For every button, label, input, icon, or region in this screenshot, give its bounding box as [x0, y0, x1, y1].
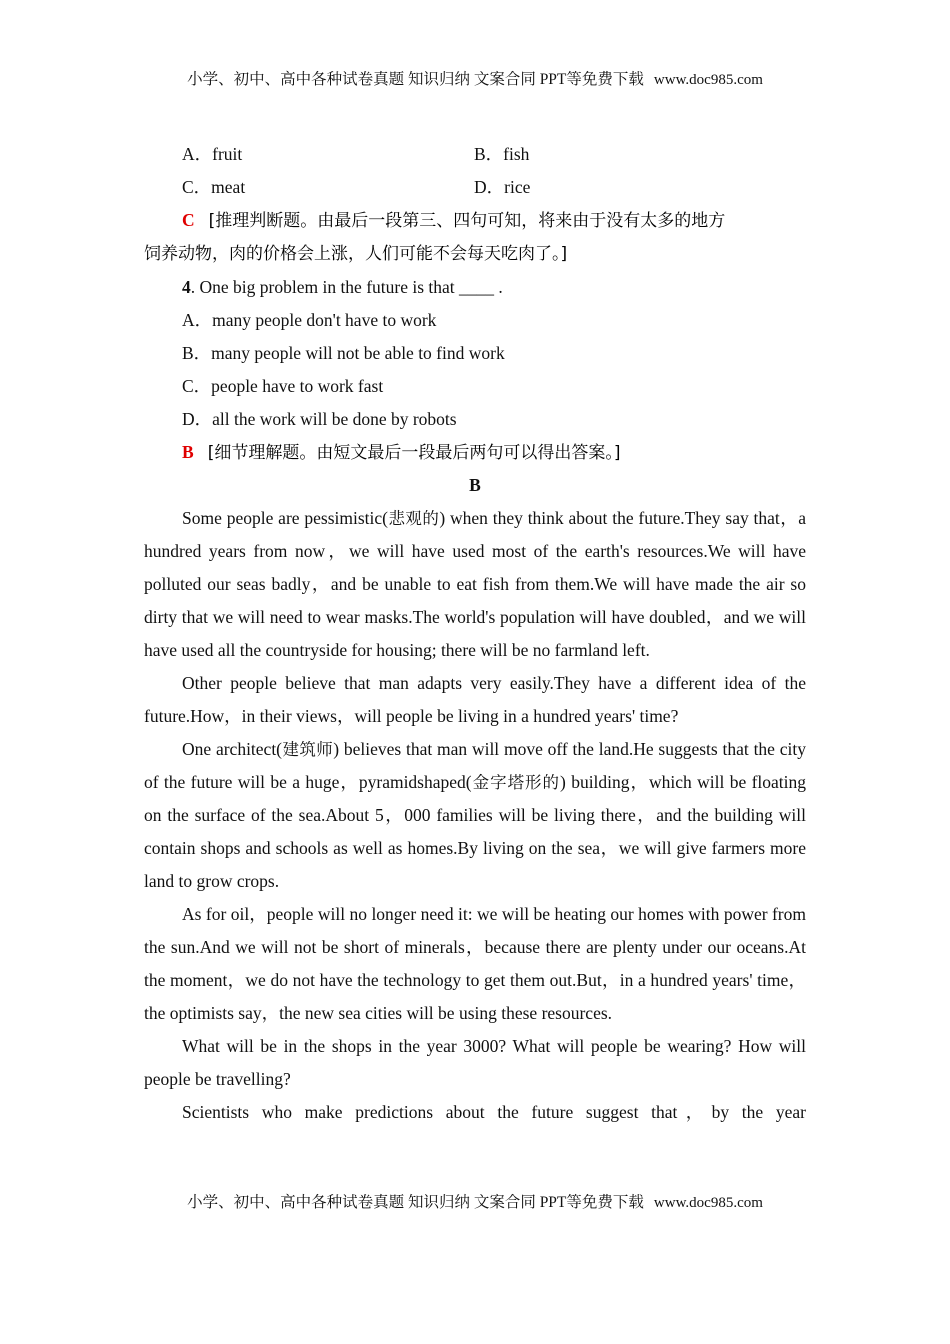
- p3-text-3: ) building，which will be floating on the surface of the sea.About 5，000 families will be living there，and the building will contain shops and schools as well as homes.By living on the sea，we will give farmers more land to grow crops.: [144, 772, 807, 891]
- q4-option-d: D．all the work will be done by robots: [182, 409, 457, 429]
- p3-text-2: ) believes that man will move off the land.He suggests that the city of the future will be a huge，pyramidshaped(: [144, 739, 806, 792]
- q4-option-b: B．many people will not be able to find work: [182, 343, 505, 363]
- q4-option-a: A．many people don't have to work: [182, 310, 437, 330]
- p3-gloss-pyramidshaped: 金字塔形的: [471, 773, 561, 792]
- q3-option-a: A．fruit: [182, 144, 243, 164]
- q3-explanation-line2: 饲养动物，肉的价格会上涨，人们可能不会每天吃肉了。]: [144, 244, 568, 264]
- p1-gloss-pessimistic: 悲观的: [387, 509, 440, 528]
- header-site: www.doc985.com: [653, 72, 763, 88]
- passage-paragraph-2: Other people believe that man adapts very easily.They have a different idea of the future.How，in their views，will people be living in a hundred years' time?: [144, 673, 806, 726]
- q4-stem-text: . One big problem in the future is that ____ .: [190, 277, 503, 297]
- q3-answer: [144, 204, 806, 271]
- p1-text-2: ) when they think about the future.They say that，a hundred years from now，we will have used most of the earth's resources.We will have polluted our seas badly，and be unable to eat fish from them.We will have made the air so dirty that we will need to wear masks.The world's population will have doubled，and we will have used all the countryside for housing; there will be no farmland left.: [144, 508, 806, 660]
- q3-options-row-1: [144, 138, 806, 171]
- q4-answer-letter: B: [182, 442, 194, 462]
- q3-option-c: C．meat: [182, 177, 246, 197]
- q4-explanation: [细节理解题。由短文最后一段最后两句可以得出答案。]: [207, 443, 621, 463]
- q3-answer-letter: C: [182, 210, 195, 230]
- passage-paragraph-6: Scientists who make predictions about the future suggest that，by the year: [182, 1102, 806, 1122]
- p1-text-1: Some people are pessimistic(: [182, 508, 388, 528]
- header-text: 小学、初中、高中各种试卷真题 知识归纳 文案合同 PPT等免费下载: [187, 71, 644, 88]
- passage-paragraph-1: [144, 502, 806, 667]
- q4-answer: [144, 436, 806, 469]
- q4-option-c: C．people have to work fast: [182, 376, 384, 396]
- q3-option-b: B．fish: [474, 144, 530, 164]
- q4-number: 4: [182, 277, 191, 297]
- passage-paragraph-3: [144, 733, 806, 898]
- p3-text-1: One architect(: [182, 739, 283, 759]
- q3-option-d: D．rice: [474, 177, 531, 197]
- page-header: [0, 67, 950, 89]
- page-footer: [0, 1190, 950, 1212]
- section-title: B: [469, 475, 481, 495]
- q3-explanation-line1: [推理判断题。由最后一段第三、四句可知，将来由于没有太多的地方: [208, 211, 726, 231]
- q4-stem: [144, 271, 806, 304]
- passage-paragraph-4: As for oil，people will no longer need it: we will be heating our homes with power from the sun.And we will not be short of minerals，because there are plenty under our oceans.At the moment，we do not have the technology to get them out.But，in a hundred years' time，the optimists say，the new sea cities will be using these resources.: [144, 904, 806, 1023]
- p3-gloss-architect: 建筑师: [282, 740, 334, 759]
- footer-site: www.doc985.com: [653, 1195, 763, 1211]
- passage-paragraph-5: What will be in the shops in the year 3000? What will people be wearing? How will people be travelling?: [144, 1036, 806, 1089]
- q3-options-row-2: [144, 171, 806, 204]
- document-body: [144, 138, 806, 1129]
- footer-text: 小学、初中、高中各种试卷真题 知识归纳 文案合同 PPT等免费下载: [187, 1194, 644, 1211]
